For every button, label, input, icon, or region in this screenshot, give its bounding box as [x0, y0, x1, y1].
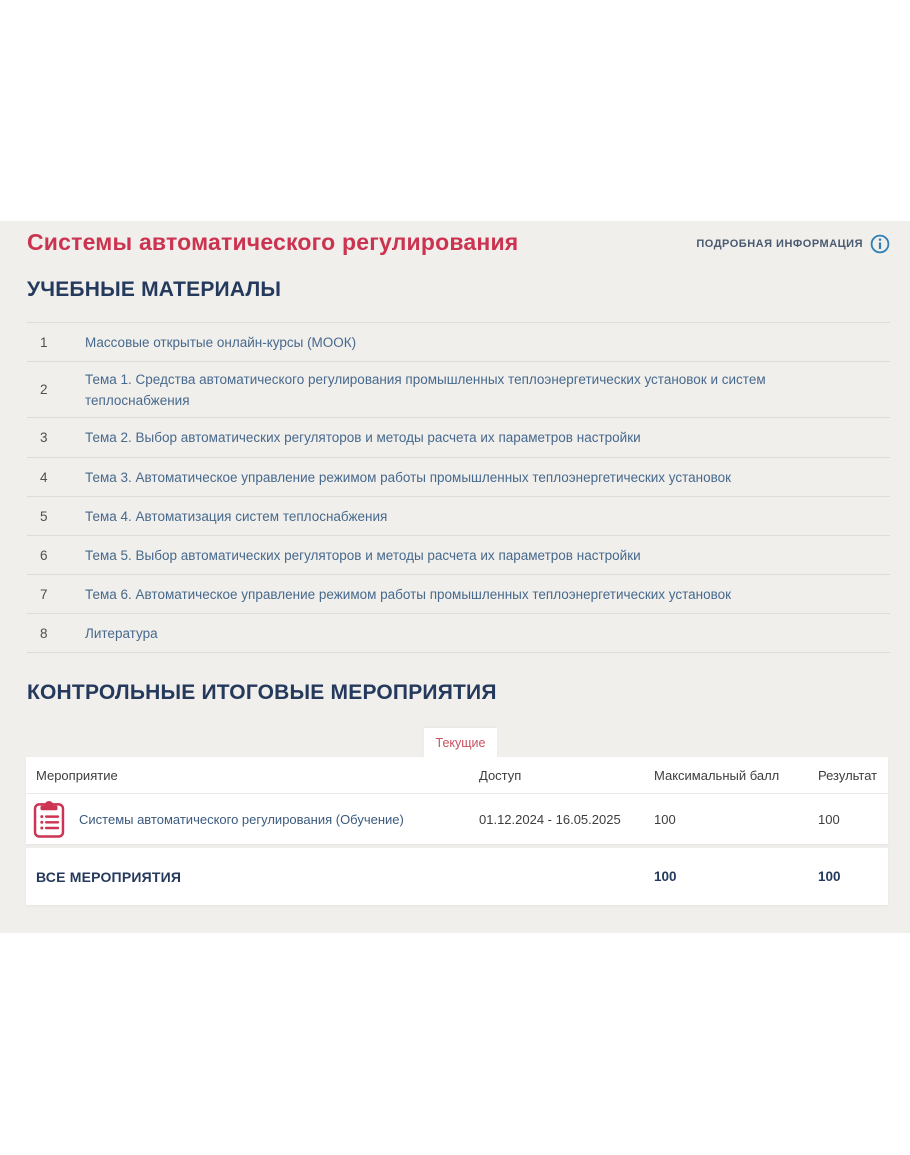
events-summary	[26, 848, 888, 905]
material-number: 1	[40, 335, 48, 350]
all-events-label: ВСЕ МЕРОПРИЯТИЯ	[36, 868, 182, 885]
material-number: 4	[40, 470, 48, 485]
material-link[interactable]: Тема 2. Выбор автоматических регуляторов и методы расчета их параметров настройки	[85, 430, 641, 445]
course-content-panel	[0, 221, 910, 933]
material-link[interactable]: Литература	[85, 626, 158, 641]
event-row[interactable]	[26, 794, 888, 844]
info-icon[interactable]	[870, 234, 890, 254]
column-header-result: Результат	[818, 767, 878, 783]
material-link[interactable]: Тема 5. Выбор автоматических регуляторов и методы расчета их параметров настройки	[85, 548, 641, 563]
course-header	[27, 227, 890, 257]
events-table-header	[26, 757, 888, 794]
events-table	[26, 757, 888, 844]
material-link[interactable]: Тема 6. Автоматическое управление режимом работы промышленных теплоэнергетических установок	[85, 587, 732, 602]
tab-current[interactable]	[424, 728, 497, 758]
column-header-event: Мероприятие	[36, 767, 118, 783]
material-number: 6	[40, 548, 48, 563]
event-result: 100	[818, 811, 840, 827]
event-access-dates: 01.12.2024 - 16.05.2025	[479, 811, 621, 827]
material-number: 5	[40, 509, 48, 524]
material-number: 2	[40, 382, 48, 397]
material-link[interactable]: Тема 1. Средства автоматического регулирования промышленных теплоэнергетических установок и систем теплоснабжения	[85, 371, 766, 408]
event-link[interactable]: Системы автоматического регулирования (Обучение)	[79, 811, 404, 827]
materials-heading: УЧЕБНЫЕ МАТЕРИАЛЫ	[27, 278, 282, 301]
column-header-access: Доступ	[479, 767, 522, 783]
page-title: Системы автоматического регулирования	[27, 229, 519, 255]
material-link[interactable]: Тема 3. Автоматическое управление режимом работы промышленных теплоэнергетических установок	[85, 470, 732, 485]
details-link[interactable]	[696, 234, 890, 254]
material-row[interactable]	[27, 614, 890, 653]
details-link-label: ПОДРОБНАЯ ИНФОРМАЦИЯ	[696, 238, 863, 250]
materials-list	[27, 322, 890, 653]
material-link[interactable]: Массовые открытые онлайн-курсы (МООК)	[85, 335, 357, 350]
event-max-score: 100	[654, 811, 676, 827]
material-row[interactable]	[27, 536, 890, 575]
tab-current-label: Текущие	[435, 736, 486, 750]
material-row[interactable]	[27, 418, 890, 458]
material-number: 8	[40, 626, 48, 641]
material-row[interactable]	[27, 497, 890, 536]
total-max-score: 100	[654, 869, 677, 884]
material-number: 3	[40, 430, 48, 445]
material-row[interactable]	[27, 362, 890, 418]
material-row[interactable]	[27, 458, 890, 497]
column-header-max-score: Максимальный балл	[654, 767, 780, 783]
clipboard-icon	[32, 799, 66, 839]
material-row[interactable]	[27, 323, 890, 362]
material-link[interactable]: Тема 4. Автоматизация систем теплоснабжения	[85, 509, 388, 524]
material-row[interactable]	[27, 575, 890, 614]
events-heading: КОНТРОЛЬНЫЕ ИТОГОВЫЕ МЕРОПРИЯТИЯ	[27, 681, 497, 704]
material-number: 7	[40, 587, 48, 602]
total-result: 100	[818, 869, 841, 884]
